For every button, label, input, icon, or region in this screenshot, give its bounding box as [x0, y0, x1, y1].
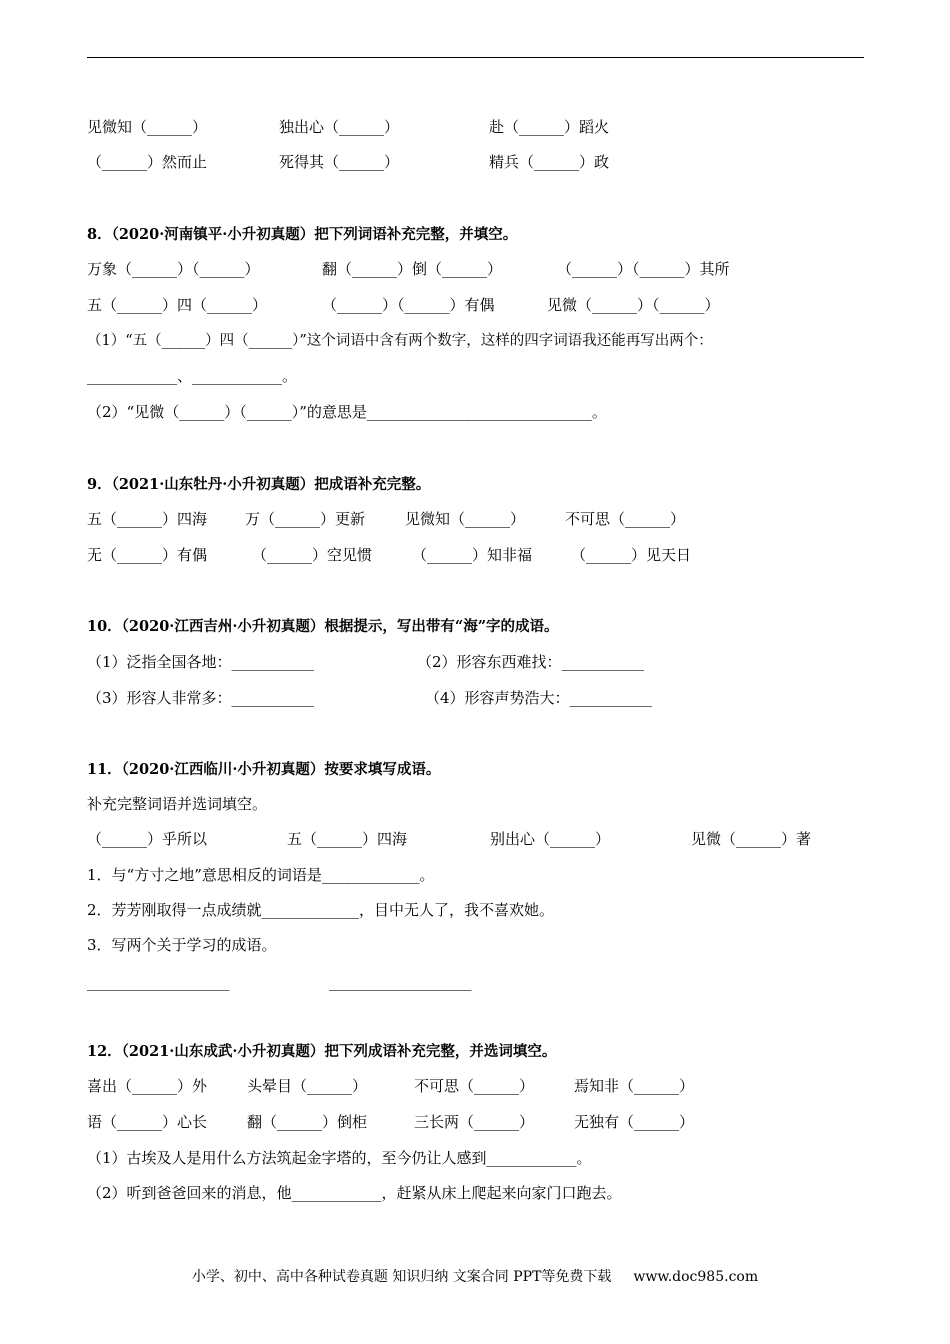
idiom-blank: 无（______）有偶 — [87, 546, 208, 564]
q11-s1: 1．与“方寸之地”意思相反的词语是_____________。 — [87, 866, 435, 884]
q11-title: 11．（2020·江西临川·小升初真题）按要求填写成语。 — [87, 761, 441, 778]
q9-title: 9．（2021·山东牡丹·小升初真题）把成语补充完整。 — [87, 476, 431, 493]
q9-row-2 — [87, 542, 867, 568]
idiom-blank: 死得其（______） — [279, 153, 400, 171]
q11-row-1 — [87, 826, 867, 852]
q11-s2: 2．芳芳刚取得一点成绩就_____________，目中无人了，我不喜欢她。 — [87, 901, 555, 919]
hint-item: （4）形容声势浩大：___________ — [425, 689, 653, 707]
idiom-blank: 见微（______）（______） — [547, 296, 720, 314]
idiom-blank: 不可思（______） — [565, 510, 686, 528]
q8-row-1 — [87, 256, 867, 282]
idiom-blank: 别出心（______） — [490, 830, 611, 848]
idiom-blank: （______）见天日 — [571, 546, 692, 564]
q12-sub-1: （1）古埃及人是用什么方法筑起金字塔的，至今仍让人感到____________。 — [87, 1149, 592, 1167]
idiom-blank: 不可思（______） — [414, 1077, 535, 1095]
idiom-blank: （______）乎所以 — [87, 830, 208, 848]
idiom-blank: （______）（______）有偶 — [322, 296, 495, 314]
hint-item: （3）形容人非常多：___________ — [87, 689, 315, 707]
q12-row-1 — [87, 1073, 867, 1099]
q8-title: 8．（2020·河南镇平·小升初真题）把下列词语补充完整，并填空。 — [87, 226, 518, 243]
q12-row-2 — [87, 1109, 867, 1135]
hint-item: （2）形容东西难找：___________ — [417, 653, 645, 671]
q11-intro: 补充完整词语并选词填空。 — [87, 795, 268, 813]
idiom-blank: 头晕目（______） — [247, 1077, 368, 1095]
q8-sub-1: （1）“五（______）四（______）”这个词语中含有两个数字，这样的四字词语我还能再写出两个： — [87, 333, 713, 349]
q12-title: 12．（2021·山东成武·小升初真题）把下列成语补充完整，并选词填空。 — [87, 1043, 557, 1060]
idiom-blank: （______）空见惯 — [252, 546, 373, 564]
idiom-blank: 五（______）四海 — [87, 510, 208, 528]
idiom-blank: 焉知非（______） — [574, 1077, 695, 1095]
prev-row-2 — [87, 149, 867, 175]
q8-sub-2: （2）“见微（______）（______）”的意思是______________________________。 — [87, 403, 607, 421]
idiom-blank: 喜出（______）外 — [87, 1077, 208, 1095]
q8-sub-1-answer: ____________、____________。 — [87, 367, 298, 385]
q12-sub-2: （2）听到爸爸回来的消息，他____________，赶紧从床上爬起来向家门口跑去。 — [87, 1184, 622, 1202]
q10-row-2 — [87, 685, 867, 711]
idiom-blank: 赴（______）蹈火 — [489, 118, 610, 136]
idiom-blank: （______）知非福 — [412, 546, 533, 564]
idiom-blank: 万象（______）（______） — [87, 260, 260, 278]
idiom-blank: 见微知（______） — [405, 510, 526, 528]
footer-text: 小学、初中、高中各种试卷真题 知识归纳 文案合同 PPT等免费下载 — [191, 1269, 612, 1285]
idiom-blank: 语（______）心长 — [87, 1113, 208, 1131]
header-rule — [87, 57, 864, 58]
idiom-blank: 翻（______）倒（______） — [322, 260, 503, 278]
footer-url[interactable]: www.doc985.com — [633, 1269, 759, 1285]
idiom-blank: 五（______）四海 — [287, 830, 408, 848]
hint-item: （1）泛指全国各地：___________ — [87, 653, 315, 671]
idiom-blank: 无独有（______） — [574, 1113, 695, 1131]
answer-line: ___________________ — [87, 973, 230, 991]
q10-title: 10．（2020·江西吉州·小升初真题）根据提示，写出带有“海”字的成语。 — [87, 618, 559, 635]
idiom-blank: 见微（______）著 — [691, 830, 812, 848]
page-footer — [0, 1266, 950, 1286]
answer-line: ___________________ — [329, 973, 472, 991]
idiom-blank: 万（______）更新 — [245, 510, 366, 528]
q8-row-2 — [87, 292, 867, 318]
idiom-blank: 翻（______）倒柜 — [247, 1113, 368, 1131]
idiom-blank: 三长两（______） — [414, 1113, 535, 1131]
q9-row-1 — [87, 506, 867, 532]
q10-row-1 — [87, 649, 867, 675]
idiom-blank: （______）（______）其所 — [557, 260, 730, 278]
idiom-blank: 精兵（______）政 — [489, 153, 610, 171]
q11-answer-lines — [87, 969, 867, 995]
idiom-blank: 五（______）四（______） — [87, 296, 268, 314]
idiom-blank: 独出心（______） — [279, 118, 400, 136]
prev-row-1 — [87, 114, 867, 140]
q11-s3: 3．写两个关于学习的成语。 — [87, 936, 277, 954]
idiom-blank: 见微知（______） — [87, 118, 208, 136]
idiom-blank: （______）然而止 — [87, 153, 208, 171]
